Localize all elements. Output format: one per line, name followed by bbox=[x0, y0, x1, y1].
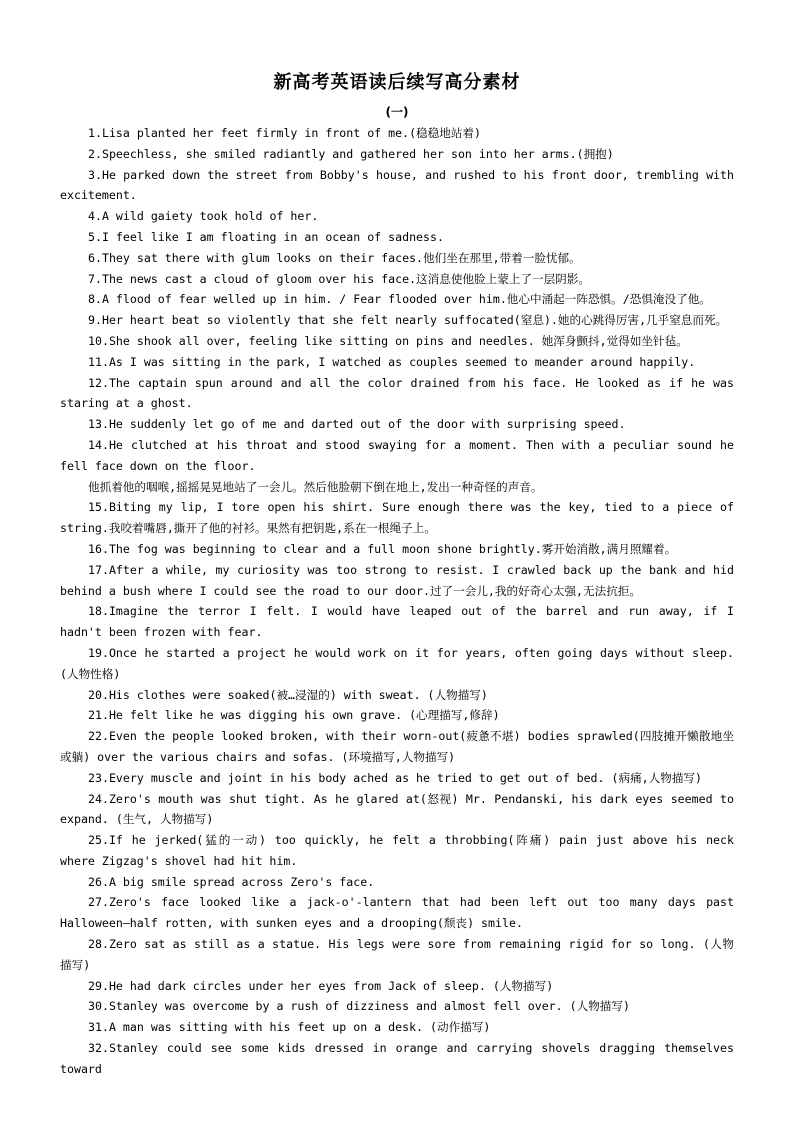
paragraph: 24.Zero's mouth was shut tight. As he glared at(怒视) Mr. Pendanski, his dark eyes seemed to expand. (生气, 人物描写) bbox=[60, 791, 734, 827]
paragraph: 2.Speechless, she smiled radiantly and gathered her son into her arms.(拥抱) bbox=[88, 146, 614, 161]
paragraph: 18.Imagine the terror I felt. I would have leaped out of the barrel and run away, if I hadn't been frozen with fear. bbox=[60, 604, 734, 640]
paragraph: 他抓着他的咽喉,摇摇晃晃地站了一会儿。然后他脸朝下倒在地上,发出一种奇怪的声音。 bbox=[88, 479, 543, 494]
paragraph: 6.They sat there with glum looks on their faces.他们坐在那里,带着一脸忧郁。 bbox=[88, 250, 581, 265]
paragraph: 1.Lisa planted her feet firmly in front of me.(稳稳地站着) bbox=[88, 126, 482, 140]
paragraph: 3.He parked down the street from Bobby's house, and rushed to his front door, trembling with excitement. bbox=[60, 167, 734, 203]
paragraph: 27.Zero's face looked like a jack-o'-lantern that had been left out too many days past Halloween—half rotten, with sunken eyes and a drooping(颓丧) smile. bbox=[60, 895, 734, 931]
paragraph: 15.Biting my lip, I tore open his shirt. Sure enough there was the key, tied to a piece of string.我咬着嘴唇,撕开了他的衬衫。果然有把钥匙,系在一根绳子上。 bbox=[60, 500, 734, 536]
paragraph: 25.If he jerked(猛的一动) too quickly, he felt a throbbing(阵痛) pain just above his neck where Zigzag's shovel had hit him. bbox=[60, 833, 734, 868]
paragraph: 4.A wild gaiety took hold of her. bbox=[88, 209, 319, 224]
paragraph: 9.Her heart beat so violently that she felt nearly suffocated(窒息).她的心跳得厉害,几乎窒息而死。 bbox=[88, 313, 728, 328]
paragraph: 5.I feel like I am floating in an ocean of sadness. bbox=[88, 229, 444, 244]
paragraph: 28.Zero sat as still as a statue. His legs were sore from remaining rigid for so long. (人物描写) bbox=[60, 937, 734, 972]
paragraph: 22.Even the people looked broken, with their worn-out(疲惫不堪) bodies sprawled(四肢摊开懒散地坐或躺) over the various chairs and sofas. (环境描写,人物描写) bbox=[60, 729, 734, 764]
paragraph: 23.Every muscle and joint in his body ached as he tried to get out of bed. (病痛,人物描写) bbox=[88, 770, 703, 785]
section-number: (一) bbox=[385, 105, 409, 119]
paragraph: 13.He suddenly let go of me and darted out of the door with surprising speed. bbox=[88, 417, 626, 432]
paragraph: 12.The captain spun around and all the color drained from his face. He looked as if he was staring at a ghost. bbox=[60, 375, 734, 411]
paragraph: 11.As I was sitting in the park, I watched as couples seemed to meander around happily. bbox=[88, 354, 696, 369]
paragraph: 32.Stanley could see some kids dressed in orange and carrying shovels dragging themselves toward bbox=[60, 1041, 734, 1076]
paragraph: 21.He felt like he was digging his own grave. (心理描写,修辞) bbox=[88, 708, 500, 723]
paragraph: 19.Once he started a project he would work on it for years, often going days without sleep. (人物性格) bbox=[60, 645, 734, 681]
paragraph: 29.He had dark circles under her eyes from Jack of sleep. (人物描写) bbox=[88, 978, 554, 993]
document-body bbox=[60, 123, 734, 1080]
paragraph: 26.A big smile spread across Zero's face. bbox=[88, 874, 375, 889]
paragraph: 31.A man was sitting with his feet up on a desk. (动作描写) bbox=[88, 1020, 491, 1035]
paragraph: 8.A flood of fear welled up in him. / Fear flooded over him.他心中涌起一阵恐惧。/恐惧淹没了他。 bbox=[88, 292, 711, 307]
paragraph: 20.His clothes were soaked(被…浸湿的) with sweat. (人物描写) bbox=[88, 687, 488, 702]
paragraph: 17.After a while, my curiosity was too strong to resist. I crawled back up the bank and hid behind a bush where I could see the road to our door.过了一会儿,我的好奇心太强,无法抗拒。 bbox=[60, 562, 734, 598]
document-title: 新高考英语读后续写高分素材 bbox=[273, 72, 521, 93]
paragraph: 14.He clutched at his throat and stood swaying for a moment. Then with a peculiar sound he fell face down on the floor. bbox=[60, 437, 734, 473]
paragraph: 16.The fog was beginning to clear and a full moon shone brightly.雾开始消散,满月照耀着。 bbox=[88, 541, 677, 556]
paragraph: 7.The news cast a cloud of gloom over his face.这消息使他脸上蒙上了一层阴影。 bbox=[88, 271, 590, 286]
paragraph: 30.Stanley was overcome by a rush of dizziness and almost fell over. (人物描写) bbox=[88, 999, 630, 1014]
paragraph: 10.She shook all over, feeling like sitting on pins and needles. 她浑身颤抖,觉得如坐针毡。 bbox=[88, 333, 688, 348]
